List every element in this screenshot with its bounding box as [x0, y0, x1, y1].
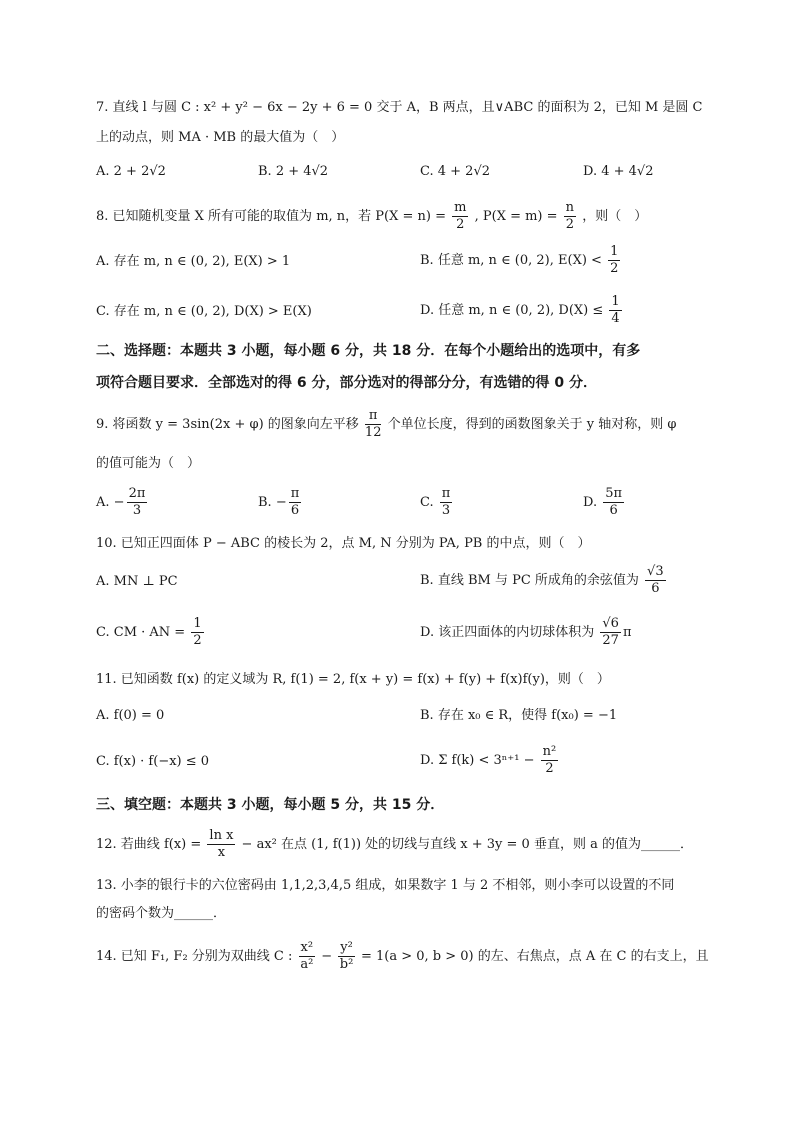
q9-frac-num: π — [365, 408, 382, 425]
q9-option-d-label: D. — [583, 495, 598, 510]
q14-frac1-den: a² — [300, 957, 314, 972]
q7-option-d: D. 4 + 4√2 — [583, 164, 654, 179]
q9-option-a-num: 2π — [128, 486, 146, 501]
q10-option-d-den: 27 — [602, 633, 619, 648]
q7-option-b: B. 2 + 4√2 — [258, 164, 329, 179]
q8-option-b — [420, 244, 622, 277]
q8-option-d-text: D. 任意 m, n ∈ (0, 2), D(X) ≤ — [420, 303, 604, 318]
q10-option-b-text: B. 直线 BM 与 PC 所成角的余弦值为 — [420, 573, 639, 588]
q11-option-c: C. f(x) · f(−x) ≤ 0 — [96, 754, 210, 769]
q9-option-d — [583, 486, 626, 519]
q9-option-c-fraction — [440, 486, 453, 519]
q10-stem: 10. 已知正四面体 P − ABC 的棱长为 2，点 M, N 分别为 PA, PB 的中点，则（ ） — [96, 536, 591, 551]
q9-option-a-fraction — [127, 486, 148, 519]
q11-option-d-den: 2 — [545, 761, 554, 776]
q9-option-d-num: 5π — [605, 486, 623, 501]
q9-stem-part-b: 个单位长度，得到的函数图象关于 y 轴对称，则 φ — [387, 417, 677, 432]
q14-minus: − — [321, 949, 333, 964]
q12-fraction — [207, 828, 235, 861]
q9-frac-den: 12 — [364, 425, 382, 440]
q9-option-b-fraction — [289, 486, 302, 519]
q10-option-d-num: √6 — [602, 616, 619, 631]
section-2-heading-line1: 二、选择题：本题共 3 小题，每小题 6 分，共 18 分．在每个小题给出的选项中，有多 — [96, 343, 641, 359]
q8-stem-part-a: 8. 已知随机变量 X 所有可能的取值为 m, n，若 P(X = n) = — [96, 209, 446, 224]
q9-option-d-fraction — [603, 486, 624, 519]
q10-option-c — [96, 616, 206, 649]
q14-frac2-num: y² — [340, 940, 353, 955]
section-2-heading-line2: 项符合题目要求．全部选对的得 6 分，部分选对的得部分分，有选错的得 0 分． — [96, 375, 597, 391]
q9-option-c-num: π — [441, 486, 451, 501]
q10-option-c-fraction — [191, 616, 203, 649]
q13-stem-line1: 13. 小李的银行卡的六位密码由 1,1,2,3,4,5 组成，如果数字 1 与 2 不相邻，则小李可以设置的不同 — [96, 878, 675, 893]
q8-frac1-num: m — [454, 200, 467, 215]
q10-option-d-pi: π — [622, 625, 632, 640]
q14-stem-part-a: 14. 已知 F₁, F₂ 分别为双曲线 C : — [96, 949, 293, 964]
q12-frac-num: ln x — [209, 828, 234, 843]
q9-option-a-den: 3 — [132, 503, 142, 518]
q8-option-b-text: B. 任意 m, n ∈ (0, 2), E(X) < — [420, 253, 602, 268]
q7-stem-line2: 上的动点，则 MA · MB 的最大值为（ ） — [96, 130, 345, 145]
q10-option-d-text: D. 该正四面体的内切球体积为 — [420, 625, 595, 640]
q10-option-b-fraction — [645, 564, 666, 597]
q8-option-b-den: 2 — [610, 261, 619, 276]
section-3-heading: 三、填空题：本题共 3 小题，每小题 5 分，共 15 分． — [96, 797, 445, 813]
q9-option-b — [258, 486, 303, 519]
q8-stem — [96, 200, 647, 233]
q9-option-a-sign: − — [113, 495, 125, 510]
q9-option-b-label: B. — [258, 495, 272, 510]
q12-frac-den: x — [217, 845, 226, 860]
q10-option-c-den: 2 — [193, 633, 202, 648]
q11-option-d-text: D. Σ f(k) < 3ⁿ⁺¹ − — [420, 753, 535, 768]
q8-option-b-num: 1 — [610, 244, 619, 259]
q9-stem-part-a: 9. 将函数 y = 3sin(2x + φ) 的图象向左平移 — [96, 417, 359, 432]
q10-option-a: A. MN ⊥ PC — [96, 574, 178, 589]
q8-stem-part-c: ，则（ ） — [582, 209, 648, 224]
q11-stem: 11. 已知函数 f(x) 的定义域为 R, f(1) = 2, f(x + y) = f(x) + f(y) + f(x)f(y)，则（ ） — [96, 672, 610, 687]
q9-fraction — [365, 408, 382, 441]
q9-option-c — [420, 486, 454, 519]
q14-frac2-den: b² — [339, 957, 354, 972]
q10-option-b-den: 6 — [651, 581, 660, 596]
q8-fraction-1 — [452, 200, 468, 233]
q8-frac2-num: n — [565, 200, 575, 215]
q7-option-c: C. 4 + 2√2 — [420, 164, 491, 179]
q7-option-a: A. 2 + 2√2 — [96, 164, 166, 179]
q11-option-a: A. f(0) = 0 — [96, 708, 165, 723]
q9-option-b-num: π — [290, 486, 300, 501]
q9-option-b-sign: − — [275, 495, 287, 510]
q11-option-d-fraction — [541, 744, 559, 777]
q9-option-c-label: C. — [420, 495, 434, 510]
q8-option-d — [420, 294, 624, 327]
q8-frac2-den: 2 — [565, 217, 574, 232]
q14-fraction-1 — [299, 940, 316, 973]
q9-option-a — [96, 486, 149, 519]
q14-frac1-num: x² — [300, 940, 314, 955]
q9-option-c-den: 3 — [441, 503, 451, 518]
q14-stem — [96, 940, 709, 973]
q9-option-a-label: A. — [96, 495, 110, 510]
q10-option-d — [420, 616, 631, 649]
q9-stem-line2: 的值可能为（ ） — [96, 456, 201, 471]
q11-option-d-num: n² — [542, 744, 557, 759]
q7-stem-line1: 7. 直线 l 与圆 C : x² + y² − 6x − 2y + 6 = 0 交于 A，B 两点，且∨ABC 的面积为 2，已知 M 是圆 C — [96, 100, 703, 115]
q14-stem-part-b: = 1(a > 0, b > 0) 的左、右焦点，点 A 在 C 的右支上，且 — [360, 949, 709, 964]
q12-stem-part-b: − ax² 在点 (1, f(1)) 处的切线与直线 x + 3y = 0 垂直，则 a 的值为______． — [241, 837, 693, 852]
q10-option-c-text: C. CM · AN = — [96, 625, 186, 640]
q10-option-b — [420, 564, 668, 597]
q9-option-d-den: 6 — [609, 503, 618, 518]
q8-option-b-fraction — [608, 244, 620, 277]
q8-option-d-den: 4 — [611, 311, 620, 326]
q12-stem — [96, 828, 693, 861]
q8-option-c: C. 存在 m, n ∈ (0, 2), D(X) > E(X) — [96, 304, 312, 319]
q10-option-c-num: 1 — [193, 616, 202, 631]
q12-stem-part-a: 12. 若曲线 f(x) = — [96, 837, 202, 852]
q14-fraction-2 — [338, 940, 355, 973]
q11-option-b: B. 存在 x₀ ∈ R，使得 f(x₀) = −1 — [420, 708, 618, 723]
q10-option-b-num: √3 — [647, 564, 664, 579]
q8-fraction-2 — [564, 200, 576, 233]
q8-option-d-fraction — [609, 294, 621, 327]
q13-stem-line2: 的密码个数为______． — [96, 906, 227, 921]
q8-frac1-den: 2 — [456, 217, 465, 232]
q8-stem-part-b: , P(X = m) = — [474, 209, 558, 224]
q10-option-d-fraction — [600, 616, 621, 649]
q8-option-a: A. 存在 m, n ∈ (0, 2), E(X) > 1 — [96, 254, 291, 269]
q8-option-d-num: 1 — [611, 294, 620, 309]
q9-stem — [96, 408, 676, 441]
q9-option-b-den: 6 — [290, 503, 300, 518]
q11-option-d — [420, 744, 560, 777]
